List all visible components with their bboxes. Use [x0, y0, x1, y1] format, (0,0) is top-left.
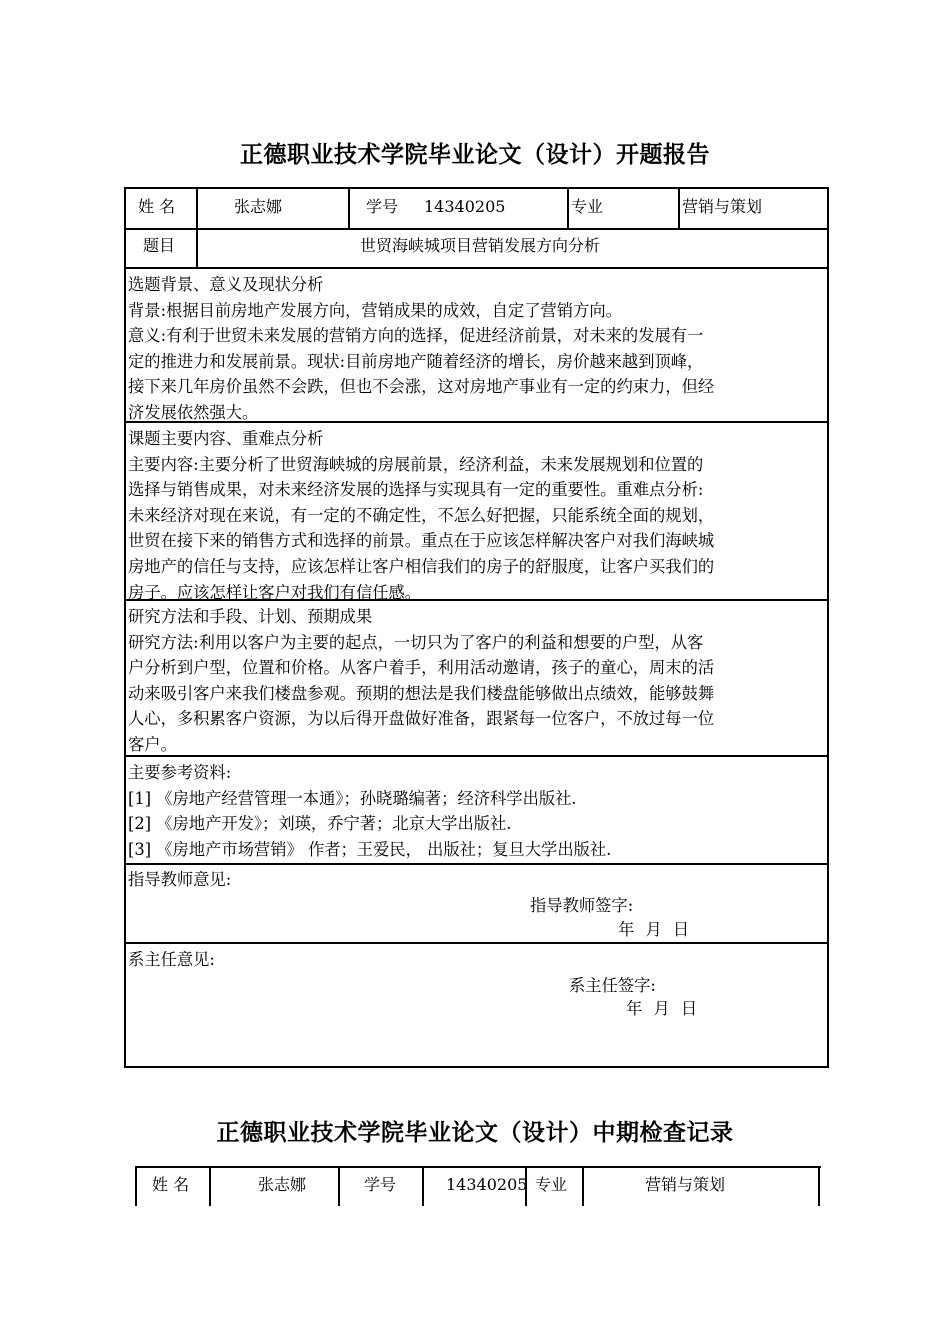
method-line: 研究方法:利用以客户为主要的起点，一切只为了客户的利益和想要的户型，从客 — [128, 632, 704, 652]
background-line: 接下来几年房价虽然不会跌，但也不会涨，这对房地产事业有一定的约束力，但经 — [128, 377, 715, 397]
content-line: 未来经济对现在来说，有一定的不确定性，不怎么好把握，只能系统全面的规划， — [128, 505, 715, 525]
advisor-opinion-label: 指导教师意见: — [128, 870, 232, 889]
name-label: 姓 名 — [138, 197, 176, 216]
midterm-title: 正德职业技术学院毕业论文（设计）中期检查记录 — [216, 1120, 734, 1146]
background-line: 意义:有利于世贸未来发展的营销方向的选择，促进经济前景，对未来的发展有一 — [128, 326, 704, 346]
references-heading: 主要参考资料: — [128, 763, 232, 782]
midterm-name-label: 姓 名 — [152, 1175, 190, 1194]
report-title: 正德职业技术学院毕业论文（设计）开题报告 — [240, 142, 710, 168]
student-id-label: 学号 — [366, 197, 399, 216]
content-heading: 课题主要内容、重难点分析 — [128, 429, 324, 448]
reference-item: [1] 《房地产经营管理一本通》；孙晓璐编著；经济科学出版社. — [128, 788, 577, 808]
method-line: 客户。 — [128, 734, 177, 754]
midterm-major-value: 营销与策划 — [645, 1175, 726, 1194]
advisor-date-label: 年 月 日 — [618, 920, 690, 939]
content-line: 房子。应该怎样让客户对我们有信任感。 — [128, 582, 422, 602]
midterm-id-value: 14340205 — [446, 1175, 528, 1194]
method-line: 户分析到户型，位置和价格。从客户着手，利用活动邀请，孩子的童心，周末的活 — [128, 658, 715, 678]
references-section — [128, 760, 826, 862]
midterm-major-label: 专业 — [535, 1175, 568, 1194]
name-value: 张志娜 — [234, 197, 283, 216]
content-section — [128, 426, 826, 605]
advisor-signature-label: 指导教师签字: — [530, 896, 634, 915]
method-section — [128, 604, 826, 758]
content-line: 房地产的信任与支持，应该怎样让客户相信我们的房子的舒服度，让客户买我们的 — [128, 556, 715, 576]
reference-item: [2] 《房地产开发》；刘瑛，乔宁著；北京大学出版社. — [128, 814, 512, 834]
midterm-name-value: 张志娜 — [258, 1175, 307, 1194]
midterm-id-label: 学号 — [364, 1175, 397, 1194]
background-section — [128, 272, 826, 426]
dept-head-opinion-label: 系主任意见: — [128, 950, 215, 969]
topic-value: 世贸海峡城项目营销发展方向分析 — [360, 236, 601, 255]
background-line: 定的推进力和发展前景。现状:目前房地产随着经济的增长，房价越来越到顶峰， — [128, 351, 704, 371]
background-line: 背景:根据目前房地产发展方向，营销成果的成效，自定了营销方向。 — [128, 300, 622, 320]
content-line: 主要内容:主要分析了世贸海峡城的房展前景，经济利益，未来发展规划和位置的 — [128, 454, 704, 474]
background-line: 济发展依然强大。 — [128, 402, 259, 422]
major-value: 营销与策划 — [682, 197, 763, 216]
reference-item: [3] 《房地产市场营销》 作者；王爱民， 出版社；复旦大学出版社. — [128, 839, 612, 859]
method-line: 人心，多积累客户资源，为以后得开盘做好准备，跟紧每一位客户，不放过每一位 — [128, 709, 715, 729]
background-heading: 选题背景、意义及现状分析 — [128, 275, 324, 294]
major-label: 专业 — [571, 197, 604, 216]
method-heading: 研究方法和手段、计划、预期成果 — [128, 607, 373, 626]
content-line: 选择与销售成果，对未来经济发展的选择与实现具有一定的重要性。重难点分析: — [128, 480, 704, 500]
dept-head-signature-label: 系主任签字: — [569, 976, 656, 995]
dept-head-date-label: 年 月 日 — [626, 999, 698, 1018]
content-line: 世贸在接下来的销售方式和选择的前景。重点在于应该怎样解决客户对我们海峡城 — [128, 531, 715, 551]
method-line: 动来吸引客户来我们楼盘参观。预期的想法是我们楼盘能够做出点绩效，能够鼓舞 — [128, 683, 715, 703]
student-id-value: 14340205 — [424, 197, 506, 216]
topic-label: 题目 — [143, 236, 176, 255]
